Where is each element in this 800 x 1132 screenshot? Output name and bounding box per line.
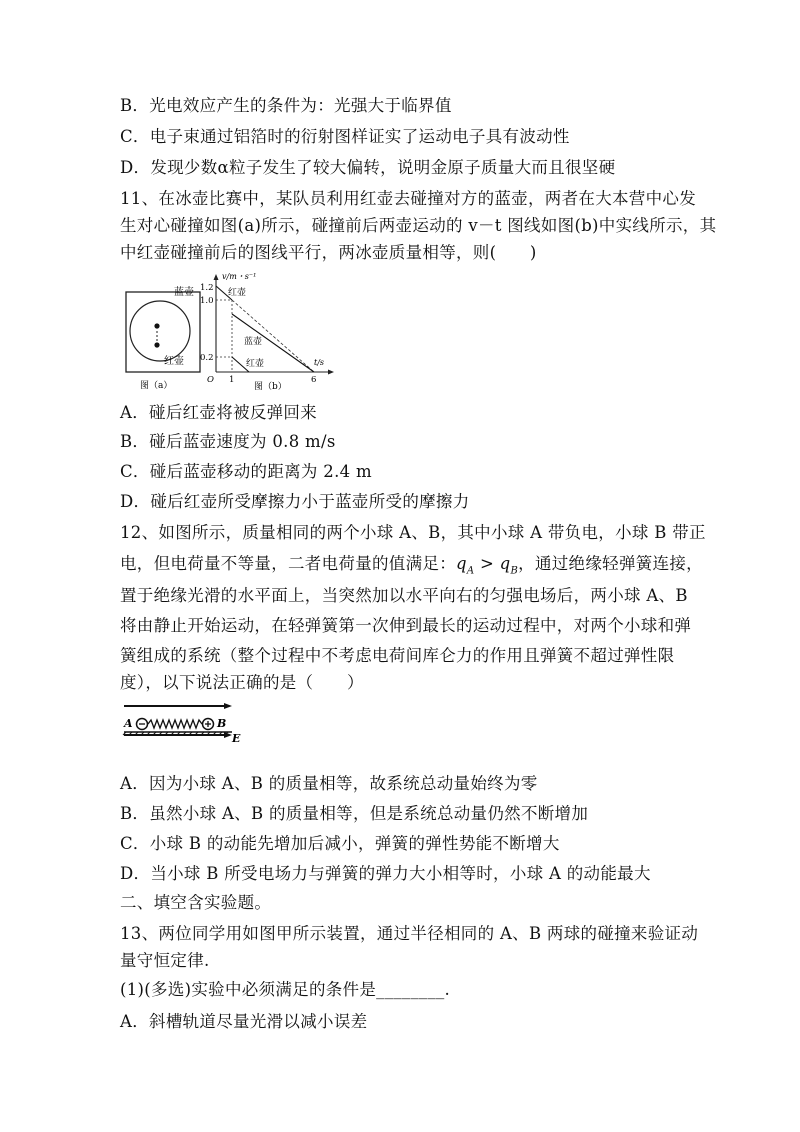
fig-b-origin: O xyxy=(207,375,214,385)
question-11-line-3: 中红壶碰撞前后的图线平行，两冰壶质量相等，则( ) xyxy=(120,243,537,262)
fig-b-xlabel: t/s xyxy=(314,358,325,367)
red-stone-dot xyxy=(154,342,159,347)
ball-b-label: B xyxy=(217,717,227,730)
figure-spring-balls xyxy=(122,702,248,746)
option-d-q12: D．当小球 B 所受电场力与弹簧的弹力大小相等时，小球 A 的动能最大 xyxy=(120,864,651,883)
spring xyxy=(148,720,202,728)
question-12-line-5: 簧组成的系统（整个过程中不考虑电荷间库仑力的作用且弹簧不超过弹性限 xyxy=(120,646,675,665)
option-b-q10: B．光电效应产生的条件为：光强大于临界值 xyxy=(120,96,452,115)
fig-b-tick-x1: 1 xyxy=(229,375,235,385)
fig-b-tick-y2: 1.0 xyxy=(200,296,214,306)
question-12-line-6: 度），以下说法正确的是（ ） xyxy=(120,673,364,692)
question-13-line-1: 13、两位同学用如图甲所示装置，通过半径相同的 A、B 两球的碰撞来验证动 xyxy=(120,924,699,943)
option-a-q12: A．因为小球 A、B 的质量相等，故系统总动量始终为零 xyxy=(120,774,538,793)
option-a-q11: A．碰后红壶将被反弹回来 xyxy=(120,403,318,422)
question-13-part-1: (1)(多选)实验中必须满足的条件是________. xyxy=(120,980,451,999)
blue-stone-dot xyxy=(154,323,159,328)
fig-b-ylabel: v/m・s⁻¹ xyxy=(222,272,257,281)
option-c-q11: C．碰后蓝壶移动的距离为 2.4 m xyxy=(120,462,372,481)
fig-b-blue-label: 蓝壶 xyxy=(244,337,263,347)
section-2-heading: 二、填空含实验题。 xyxy=(120,893,272,912)
figure-b-vt-graph xyxy=(196,270,336,394)
question-12-line-3: 置于绝缘光滑的水平面上，当突然加以水平向右的匀强电场后，两小球 A、B xyxy=(120,586,688,605)
fig-b-caption: 图（b） xyxy=(254,382,287,392)
fig-b-tick-x2: 6 xyxy=(311,375,317,385)
q12-line-2-start: 电，但电荷量不等量，二者电荷量的值满足： xyxy=(120,554,456,573)
option-d-q10: D．发现少数α粒子发生了较大偏转，说明金原子质量大而且很坚硬 xyxy=(120,158,616,177)
fig-a-blue-label: 蓝壶 xyxy=(174,287,194,298)
option-c-q10: C．电子束通过铝箔时的衍射图样证实了运动电子具有波动性 xyxy=(120,127,570,146)
question-12-line-1: 12、如图所示，质量相同的两个小球 A、B，其中小球 A 带负电，小球 B 带正 xyxy=(120,523,706,542)
fig-b-tick-y3: 0.2 xyxy=(200,353,214,363)
question-12-line-2 xyxy=(120,554,703,581)
question-13-line-2: 量守恒定律. xyxy=(120,951,210,970)
q12-line-2-end: ，通过绝缘轻弹簧连接， xyxy=(518,554,703,573)
option-c-q12: C．小球 B 的动能先增加后减小，弹簧的弹性势能不断增大 xyxy=(120,834,560,853)
ball-a-label: A xyxy=(124,717,133,730)
fig-a-red-label: 红壶 xyxy=(164,356,184,367)
option-d-q11: D．碰后红壶所受摩擦力小于蓝壶所受的摩擦力 xyxy=(120,492,470,511)
question-11-line-1: 11、在冰壶比赛中，某队员利用红壶去碰撞对方的蓝壶，两者在大本营中心发 xyxy=(120,189,696,208)
option-b-q11: B．碰后蓝壶速度为 0.8 m/s xyxy=(120,432,336,451)
fig-a-caption: 图（a） xyxy=(140,381,173,391)
charge-inequality: $q_A > q_B$ xyxy=(456,554,519,577)
fig-b-red-bottom-label: 红壶 xyxy=(246,359,265,369)
question-12-line-4: 将由静止开始运动，在轻弹簧第一次伸到最长的运动过程中，对两个小球和弹 xyxy=(120,616,692,635)
fig-b-red-top-label: 红壶 xyxy=(228,288,247,298)
option-a-q13: A．斜槽轨道尽量光滑以减小误差 xyxy=(120,1012,368,1031)
field-e-label: E xyxy=(232,732,241,745)
fig-b-tick-y1: 1.2 xyxy=(200,283,214,293)
question-11-line-2: 生对心碰撞如图(a)所示，碰撞前后两壶运动的 v－t 图线如图(b)中实线所示，其 xyxy=(120,216,717,235)
option-b-q12: B．虽然小球 A、B 的质量相等，但是系统总动量仍然不断增加 xyxy=(120,804,589,823)
